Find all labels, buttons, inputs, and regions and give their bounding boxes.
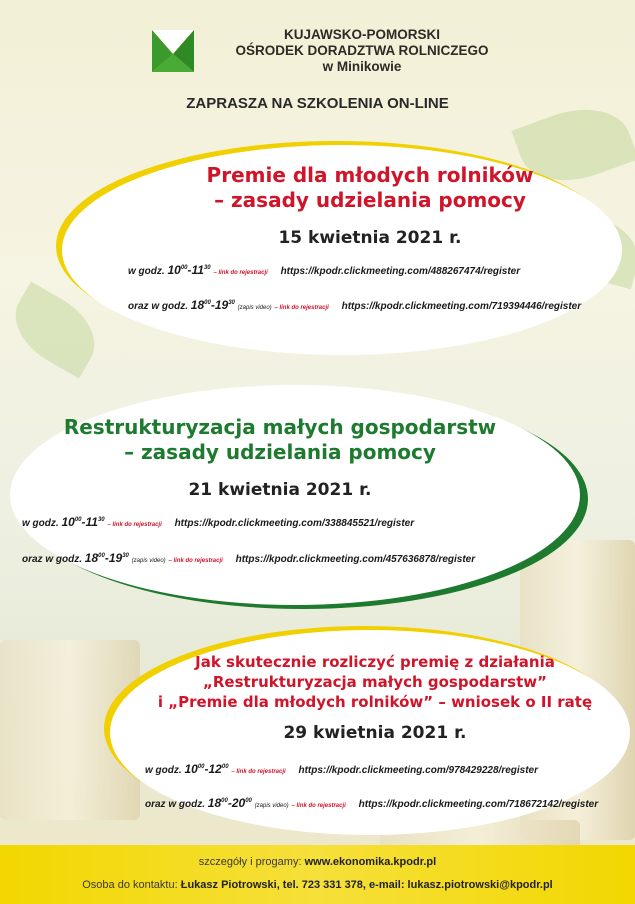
registration-link[interactable]: https://kpodr.clickmeeting.com/719394446/register: [341, 301, 582, 312]
event-3-title-line-1: Jak skutecznie rozliczyć premię z działania: [195, 653, 555, 671]
org-line-2: OŚRODEK DORADZTWA ROLNICZEGO: [235, 43, 489, 58]
event-3-date: 29 kwietnia 2021 r.: [283, 723, 467, 743]
registration-link[interactable]: https://kpodr.clickmeeting.com/488267474/register: [280, 266, 521, 277]
org-line-1: KUJAWSKO-POMORSKI: [283, 27, 440, 42]
registration-link[interactable]: https://kpodr.clickmeeting.com/718672142/register: [358, 799, 599, 810]
event-2-session-1: w godz. $10^{00}-11^{30}$ – link do rejestracji https://kpodr.clickmeeting.com/338845521/register: [22, 515, 415, 529]
event-2-title-line-2: – zasady udzielania pomocy: [124, 440, 436, 464]
invite-heading: ZAPRASZA NA SZKOLENIA ON-LINE: [186, 95, 449, 112]
event-1-date: 15 kwietnia 2021 r.: [278, 228, 462, 248]
contact-info: Łukasz Piotrowski, tel. 723 331 378, e-mail: lukasz.piotrowski@kpodr.pl: [180, 879, 553, 891]
event-2-date: 21 kwietnia 2021 r.: [188, 480, 372, 500]
event-2-title: [40, 415, 520, 465]
event-2-title-line-1: Restrukturyzacja małych gospodarstw: [63, 415, 497, 439]
registration-link[interactable]: https://kpodr.clickmeeting.com/978429228/register: [298, 765, 539, 776]
event-1-session-2: oraz w godz. $18^{00}-19^{30}$ (zapis video) – link do rejestracji https://kpodr.clickmeeting.com/719394446/register: [128, 298, 582, 312]
kpodr-logo: [152, 30, 194, 72]
event-1-title-line-1: Premie dla młodych rolników: [206, 163, 534, 187]
details-link[interactable]: www.ekonomika.kpodr.pl: [304, 856, 437, 868]
event-3-session-2: oraz w godz. $18^{00}-20^{00}$ (zapis video) – link do rejestracji https://kpodr.clickmeeting.com/718672142/register: [145, 796, 599, 810]
org-line-3: w Minikowie: [322, 59, 402, 74]
registration-link[interactable]: https://kpodr.clickmeeting.com/457636878/register: [235, 554, 476, 565]
organization-name: [232, 27, 492, 75]
event-1-title-line-2: – zasady udzielania pomocy: [214, 188, 526, 212]
event-3-title-line-2: „Restrukturyzacja małych gospodarstw”: [203, 673, 547, 691]
footer-details: szczegóły i progamy: www.ekonomika.kpodr.pl: [198, 856, 437, 868]
event-1-session-1: w godz. $10^{00}-11^{30}$ – link do rejestracji https://kpodr.clickmeeting.com/488267474/register: [128, 263, 521, 277]
event-3-title: [140, 652, 610, 712]
footer: [0, 845, 635, 904]
event-2-session-2: oraz w godz. $18^{00}-19^{30}$ (zapis video) – link do rejestracji https://kpodr.clickmeeting.com/457636878/register: [22, 551, 476, 565]
footer-contact: Osoba do kontaktu: Łukasz Piotrowski, tel. 723 331 378, e-mail: lukasz.piotrowski@kpodr.pl: [82, 879, 553, 891]
event-1-title: [140, 163, 600, 213]
registration-link[interactable]: https://kpodr.clickmeeting.com/338845521/register: [174, 518, 415, 529]
event-3-session-1: w godz. $10^{00}-12^{00}$ – link do rejestracji https://kpodr.clickmeeting.com/978429228/register: [145, 762, 539, 776]
event-3-title-line-3: i „Premie dla młodych rolników” – wniosek o II ratę: [157, 693, 593, 711]
